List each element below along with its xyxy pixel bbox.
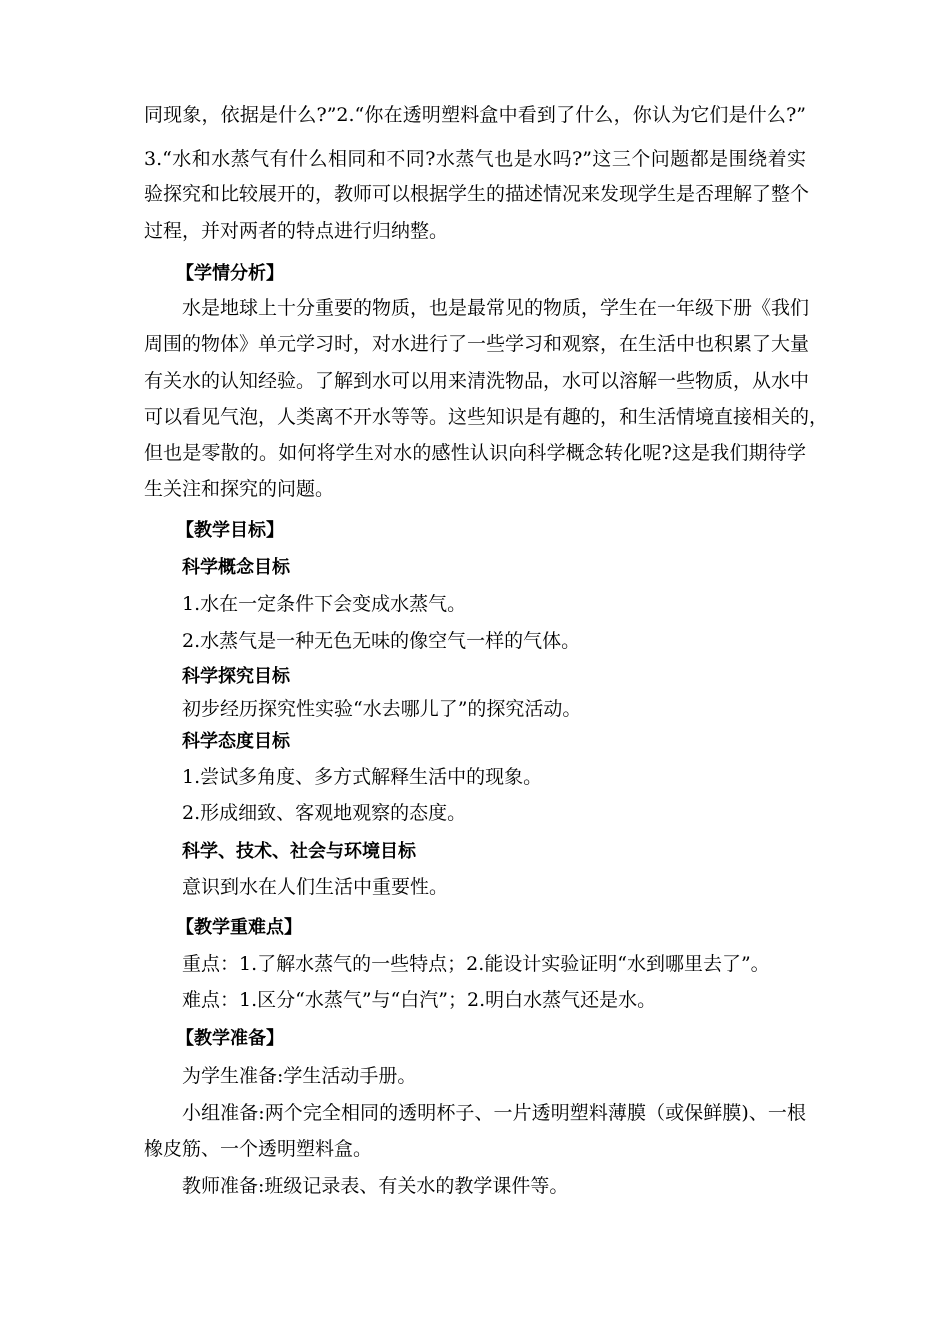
subheading-concept: 科学概念目标 bbox=[182, 557, 290, 578]
analysis-line-1: 水是地球上十分重要的物质，也是最常见的物质，学生在一年级下册《我们 bbox=[182, 297, 810, 319]
attitude-item-1: 1.尝试多角度、多方式解释生活中的现象。 bbox=[182, 766, 543, 788]
attitude-item-2: 2.形成细致、客观地观察的态度。 bbox=[182, 802, 467, 824]
concept-item-2: 2.水蒸气是一种无色无味的像空气一样的气体。 bbox=[182, 630, 581, 652]
stse-item-1: 意识到水在人们生活中重要性。 bbox=[182, 876, 449, 898]
inquiry-item-1: 初步经历探究性实验“水去哪儿了”的探究活动。 bbox=[182, 698, 582, 720]
key-point-text: 重点：1.了解水蒸气的一些特点；2.能设计实验证明“水到哪里去了”。 bbox=[182, 953, 770, 975]
subheading-stse: 科学、技术、社会与环境目标 bbox=[182, 841, 416, 862]
intro-line-1: 同现象，依据是什么?”2.“你在透明塑料盒中看到了什么，你认为它们是什么?” bbox=[144, 104, 806, 126]
intro-line-2: 3.“水和水蒸气有什么相同和不同?水蒸气也是水吗?”这三个问题都是围绕着实 bbox=[144, 148, 806, 170]
prep-teacher: 教师准备:班级记录表、有关水的教学课件等。 bbox=[182, 1175, 569, 1197]
analysis-line-5: 但也是零散的。如何将学生对水的感性认识向科学概念转化呢?这是我们期待学 bbox=[144, 442, 806, 464]
intro-line-3: 验探究和比较展开的，教师可以根据学生的描述情况来发现学生是否理解了整个 bbox=[144, 183, 810, 205]
analysis-line-6: 生关注和探究的问题。 bbox=[144, 478, 335, 500]
section-heading-goals: 【教学目标】 bbox=[176, 520, 284, 541]
concept-item-1: 1.水在一定条件下会变成水蒸气。 bbox=[182, 593, 467, 615]
section-heading-analysis: 【学情分析】 bbox=[176, 263, 284, 284]
prep-student: 为学生准备:学生活动手册。 bbox=[182, 1065, 417, 1087]
subheading-attitude: 科学态度目标 bbox=[182, 731, 290, 752]
difficult-point-text: 难点：1.区分“水蒸气”与“白汽”；2.明白水蒸气还是水。 bbox=[182, 989, 657, 1011]
section-heading-preparation: 【教学准备】 bbox=[176, 1028, 284, 1049]
intro-line-4: 过程，并对两者的特点进行归纳整。 bbox=[144, 220, 449, 242]
subheading-inquiry: 科学探究目标 bbox=[182, 666, 290, 687]
prep-group-line-2: 橡皮筋、一个透明塑料盒。 bbox=[144, 1138, 373, 1160]
section-heading-key-points: 【教学重难点】 bbox=[176, 917, 302, 938]
prep-group-line-1: 小组准备:两个完全相同的透明杯子、一片透明塑料薄膜（或保鲜膜)、一根 bbox=[182, 1102, 806, 1124]
analysis-line-3: 有关水的认知经验。了解到水可以用来清洗物品，水可以溶解一些物质，从水中 bbox=[144, 370, 810, 392]
analysis-line-2: 周围的物体》单元学习时，对水进行了一些学习和观察，在生活中也积累了大量 bbox=[144, 333, 810, 355]
analysis-line-4: 可以看见气泡，人类离不开水等等。这些知识是有趣的，和生活情境直接相关的， bbox=[144, 406, 829, 428]
